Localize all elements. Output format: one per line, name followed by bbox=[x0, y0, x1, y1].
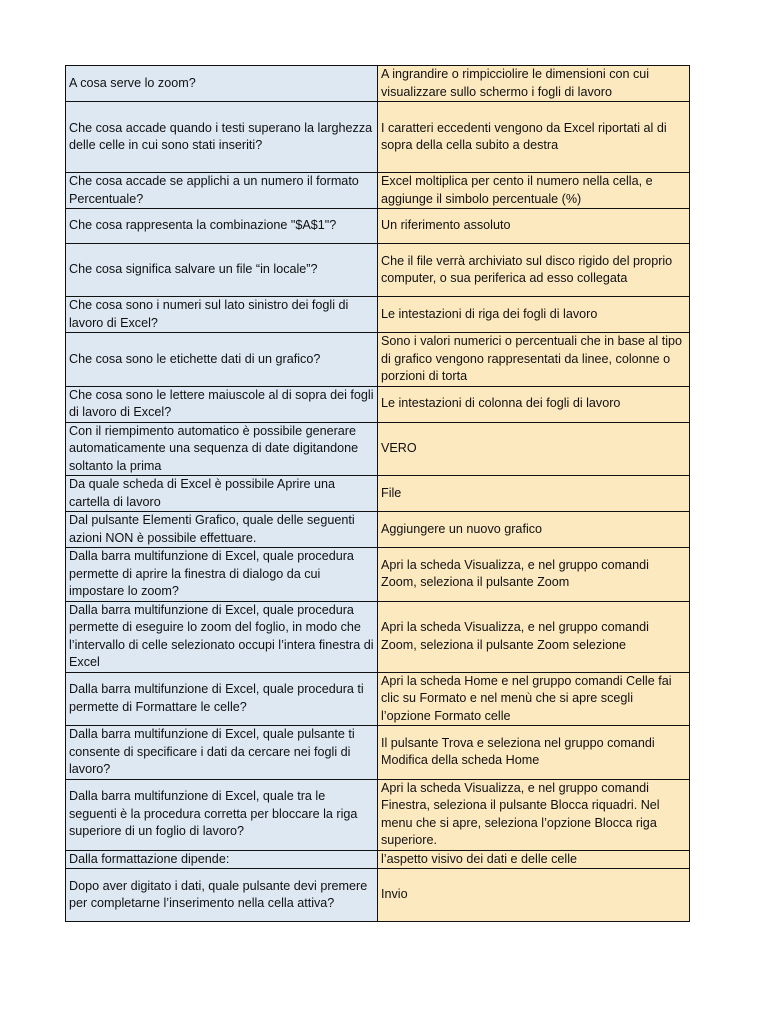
answer-cell: Il pulsante Trova e seleziona nel gruppo comandi Modifica della scheda Home bbox=[378, 726, 690, 780]
answer-cell: l’aspetto visivo dei dati e delle celle bbox=[378, 850, 690, 869]
qa-table-body bbox=[66, 66, 690, 922]
answer-cell: Che il file verrà archiviato sul disco rigido del proprio computer, o sua periferica ad esso collegata bbox=[378, 244, 690, 297]
answer-cell: Apri la scheda Visualizza, e nel gruppo comandi Zoom, seleziona il pulsante Zoom bbox=[378, 548, 690, 602]
qa-table bbox=[65, 65, 690, 922]
question-cell: Che cosa accade quando i testi superano la larghezza delle celle in cui sono stati inseriti? bbox=[66, 102, 378, 173]
table-row bbox=[66, 601, 690, 672]
table-row bbox=[66, 512, 690, 548]
table-row bbox=[66, 297, 690, 333]
answer-cell: Le intestazioni di riga dei fogli di lavoro bbox=[378, 297, 690, 333]
question-cell: Dalla barra multifunzione di Excel, quale pulsante ti consente di specificare i dati da cercare nei fogli di lavoro? bbox=[66, 726, 378, 780]
question-cell: A cosa serve lo zoom? bbox=[66, 66, 378, 102]
question-cell: Dalla barra multifunzione di Excel, quale procedura permette di aprire la finestra di dialogo da cui impostare lo zoom? bbox=[66, 548, 378, 602]
question-cell: Che cosa accade se applichi a un numero il formato Percentuale? bbox=[66, 173, 378, 209]
answer-cell: Apri la scheda Home e nel gruppo comandi Celle fai clic su Formato e nel menù che si apre scegli l’opzione Formato celle bbox=[378, 672, 690, 726]
table-row bbox=[66, 386, 690, 422]
answer-cell: Apri la scheda Visualizza, e nel gruppo comandi Finestra, seleziona il pulsante Blocca riquadri. Nel menu che si apre, seleziona l’opzione Blocca riga superiore. bbox=[378, 779, 690, 850]
question-cell: Che cosa rappresenta la combinazione "$A$1"? bbox=[66, 209, 378, 244]
table-row bbox=[66, 244, 690, 297]
table-row bbox=[66, 173, 690, 209]
question-cell: Con il riempimento automatico è possibile generare automaticamente una sequenza di date digitandone soltanto la prima bbox=[66, 422, 378, 476]
question-cell: Dal pulsante Elementi Grafico, quale delle seguenti azioni NON è possibile effettuare. bbox=[66, 512, 378, 548]
question-cell: Da quale scheda di Excel è possibile Aprire una cartella di lavoro bbox=[66, 476, 378, 512]
table-row bbox=[66, 726, 690, 780]
table-row bbox=[66, 476, 690, 512]
table-row bbox=[66, 422, 690, 476]
table-row bbox=[66, 779, 690, 850]
question-cell: Dalla formattazione dipende: bbox=[66, 850, 378, 869]
answer-cell: Aggiungere un nuovo grafico bbox=[378, 512, 690, 548]
answer-cell: I caratteri eccedenti vengono da Excel riportati al di sopra della cella subito a destra bbox=[378, 102, 690, 173]
answer-cell: Sono i valori numerici o percentuali che in base al tipo di grafico vengono rappresentati da linee, colonne o porzioni di torta bbox=[378, 333, 690, 387]
question-cell: Che cosa significa salvare un file “in locale”? bbox=[66, 244, 378, 297]
table-row bbox=[66, 672, 690, 726]
answer-cell: Le intestazioni di colonna dei fogli di lavoro bbox=[378, 386, 690, 422]
question-cell: Dalla barra multifunzione di Excel, quale procedura permette di eseguire lo zoom del foglio, in modo che l’intervallo di celle selezionato occupi l’intera finestra di Excel bbox=[66, 601, 378, 672]
question-cell: Dalla barra multifunzione di Excel, quale tra le seguenti è la procedura corretta per bloccare la riga superiore di un foglio di lavoro? bbox=[66, 779, 378, 850]
question-cell: Dopo aver digitato i dati, quale pulsante devi premere per completarne l’inserimento nella cella attiva? bbox=[66, 869, 378, 922]
answer-cell: Un riferimento assoluto bbox=[378, 209, 690, 244]
table-row bbox=[66, 548, 690, 602]
question-cell: Che cosa sono i numeri sul lato sinistro dei fogli di lavoro di Excel? bbox=[66, 297, 378, 333]
table-row bbox=[66, 66, 690, 102]
answer-cell: Excel moltiplica per cento il numero nella cella, e aggiunge il simbolo percentuale (%) bbox=[378, 173, 690, 209]
table-row bbox=[66, 333, 690, 387]
table-row bbox=[66, 869, 690, 922]
answer-cell: Apri la scheda Visualizza, e nel gruppo comandi Zoom, seleziona il pulsante Zoom selezione bbox=[378, 601, 690, 672]
answer-cell: VERO bbox=[378, 422, 690, 476]
table-row bbox=[66, 209, 690, 244]
answer-cell: File bbox=[378, 476, 690, 512]
question-cell: Che cosa sono le etichette dati di un grafico? bbox=[66, 333, 378, 387]
table-row bbox=[66, 850, 690, 869]
question-cell: Che cosa sono le lettere maiuscole al di sopra dei fogli di lavoro di Excel? bbox=[66, 386, 378, 422]
question-cell: Dalla barra multifunzione di Excel, quale procedura ti permette di Formattare le celle? bbox=[66, 672, 378, 726]
answer-cell: Invio bbox=[378, 869, 690, 922]
table-row bbox=[66, 102, 690, 173]
answer-cell: A ingrandire o rimpicciolire le dimensioni con cui visualizzare sullo schermo i fogli di lavoro bbox=[378, 66, 690, 102]
